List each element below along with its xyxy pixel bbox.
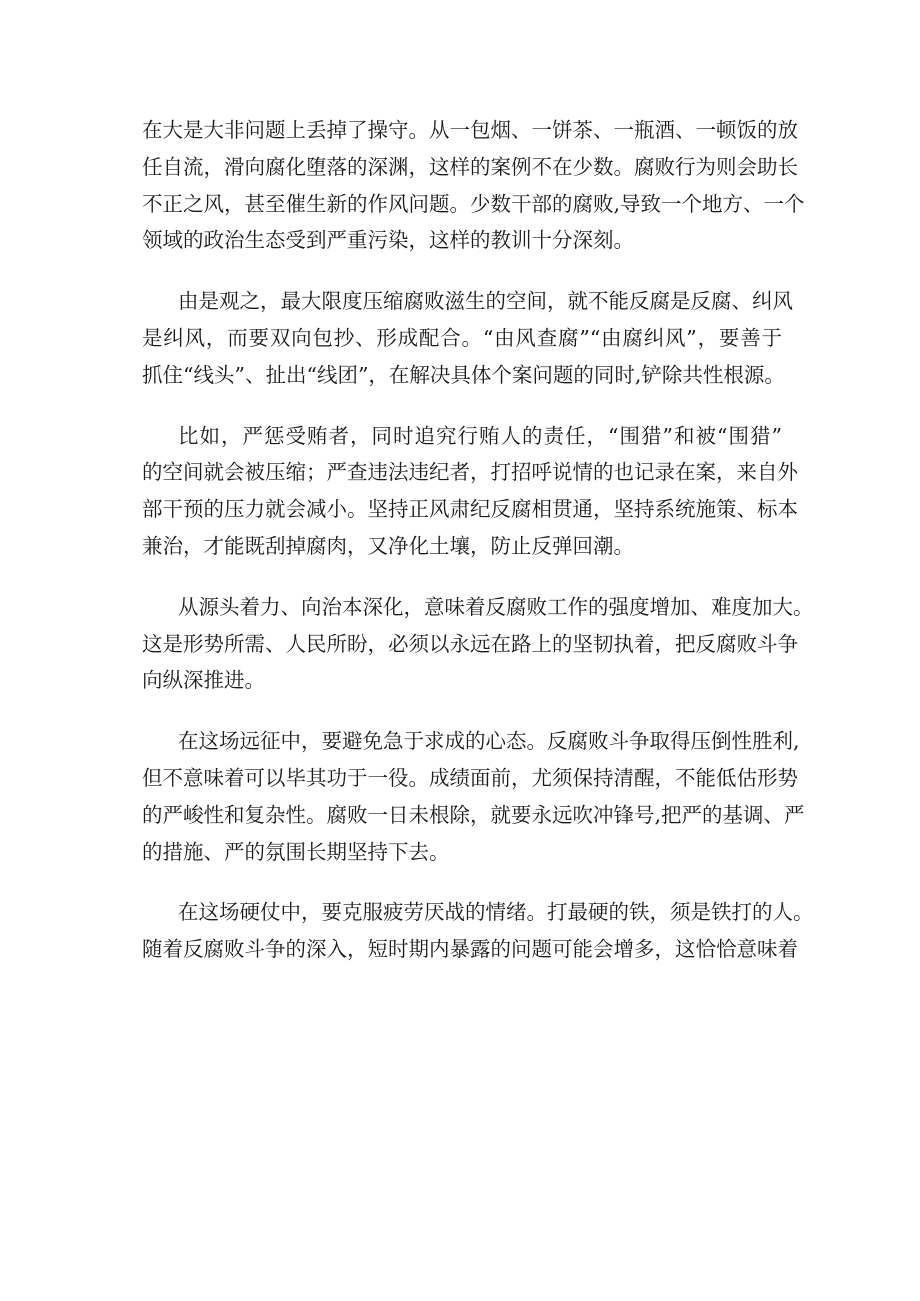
text-line: 向纵深推进。 bbox=[142, 668, 265, 693]
paragraph-6 bbox=[142, 894, 814, 968]
text-line: 从源头着力、向治本深化，意味着反腐败工作的强度增加、难度加大。 bbox=[178, 594, 814, 619]
paragraph-2 bbox=[142, 283, 793, 393]
paragraph-1 bbox=[142, 112, 805, 259]
paragraph-4 bbox=[142, 589, 814, 699]
text-line: 这是形势所需、人民所盼，必须以永远在路上的坚韧执着，把反腐败斗争 bbox=[142, 631, 798, 656]
text-line: 由是观之，最大限度压缩腐败滋生的空间，就不能反腐是反腐、纠风 bbox=[178, 289, 793, 314]
text-line: 的措施、严的氛围长期坚持下去。 bbox=[142, 839, 450, 864]
paragraph-3 bbox=[142, 418, 798, 565]
text-line: 任自流，滑向腐化堕落的深渊，这样的案例不在少数。腐败行为则会助长 bbox=[142, 154, 798, 179]
text-line: 是纠风，而要双向包抄、形成配合。“由风查腐”“由腐纠风”，要善于 bbox=[142, 325, 782, 350]
text-line: 兼治，才能既刮掉腐肉，又净化土壤，防止反弹回潮。 bbox=[142, 533, 634, 558]
text-line: 随着反腐败斗争的深入，短时期内暴露的问题可能会增多，这恰恰意味着 bbox=[142, 937, 798, 962]
article-body bbox=[142, 112, 814, 992]
text-line: 不正之风，甚至催生新的作风问题。少数干部的腐败,导致一个地方、一个 bbox=[142, 191, 805, 216]
text-line: 在大是大非问题上丢掉了操守。从一包烟、一饼茶、一瓶酒、一顿饭的放 bbox=[142, 118, 798, 142]
text-line: 的严峻性和复杂性。腐败一日未根除，就要永远吹冲锋号,把严的基调、严 bbox=[142, 802, 805, 827]
text-line: 在这场硬仗中，要克服疲劳厌战的情绪。打最硬的铁，须是铁打的人。 bbox=[178, 900, 814, 925]
text-line: 领域的政治生态受到严重污染，这样的教训十分深刻。 bbox=[142, 228, 634, 253]
text-line: 但不意味着可以毕其功于一役。成绩面前，尤须保持清醒，不能低估形势 bbox=[142, 765, 798, 790]
text-line: 的空间就会被压缩；严查违法违纪者，打招呼说情的也记录在案，来自外 bbox=[142, 460, 798, 485]
paragraph-5 bbox=[142, 723, 805, 870]
text-line: 部干预的压力就会减小。坚持正风肃纪反腐相贯通，坚持系统施策、标本 bbox=[142, 497, 798, 522]
text-line: 比如，严惩受贿者，同时追究行贿人的责任，“围猎”和被“围猎” bbox=[178, 423, 782, 448]
text-line: 抓住“线头”、扯出“线团”，在解决具体个案问题的同时,铲除共性根源。 bbox=[142, 362, 785, 387]
text-line: 在这场远征中，要避免急于求成的心态。反腐败斗争取得压倒性胜利, bbox=[178, 729, 800, 754]
